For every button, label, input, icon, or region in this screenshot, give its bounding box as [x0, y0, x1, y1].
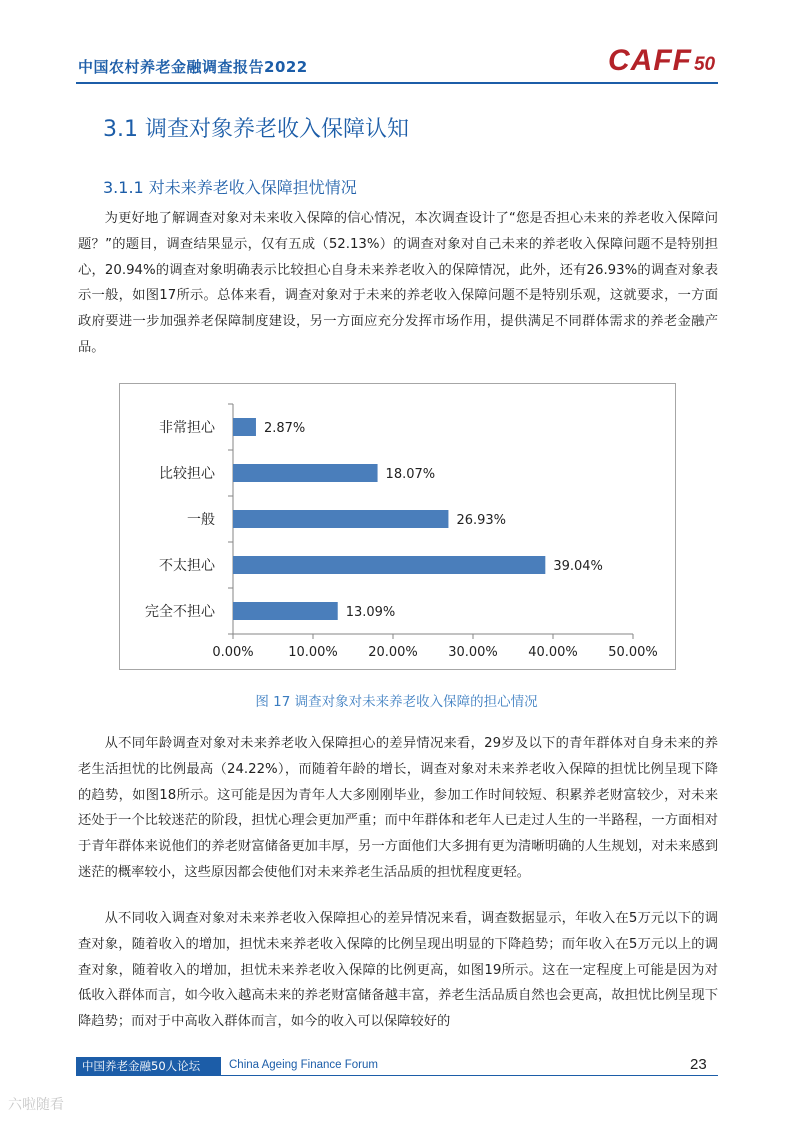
data-label: 2.87%	[263, 421, 306, 436]
caff50-logo	[608, 44, 715, 80]
footer-forum-band	[76, 1057, 221, 1076]
watermark: 六啦随看	[8, 1097, 64, 1113]
x-tick-label: 10.00%	[288, 645, 338, 660]
header-divider	[76, 82, 718, 84]
category-label: 非常担心	[159, 420, 215, 436]
data-label: 13.09%	[345, 605, 396, 620]
x-tick-label: 0.00%	[212, 645, 254, 660]
section-heading: 3.1 调查对象养老收入保障认知	[103, 117, 409, 142]
category-label: 一般	[187, 512, 215, 528]
data-label: 18.07%	[385, 467, 436, 482]
x-tick-label: 20.00%	[368, 645, 418, 660]
page-number: 23	[690, 1056, 707, 1073]
bar	[233, 464, 378, 482]
category-label: 完全不担心	[145, 604, 215, 620]
logo-text: CAFF	[608, 44, 692, 77]
chart-svg	[120, 384, 675, 669]
footer-divider	[221, 1075, 718, 1076]
x-tick-label: 30.00%	[448, 645, 498, 660]
category-label: 比较担心	[159, 466, 215, 482]
x-tick-label: 50.00%	[608, 645, 658, 660]
paragraph-1: 为更好地了解调查对象对未来收入保障的信心情况，本次调查设计了“您是否担心未来的养老收入保障问题？”的题目，调查结果显示，仅有五成（52.13%）的调查对象对自己未来的养老收入保障问题不是特别担心，20.94%的调查对象明确表示比较担心自身未来养老收入的保障情况，此外，还有26.93%的调查对象表示一般，如图17所示。总体来看，调查对象对于未来的养老收入保障问题不是特别乐观，这就要求，一方面政府要进一步加强养老保障制度建设，另一方面应充分发挥市场作用，提供满足不同群体需求的养老金融产品。	[78, 211, 718, 355]
bar	[233, 418, 256, 436]
data-label: 39.04%	[553, 559, 603, 574]
figure-caption: 图 17 调查对象对未来养老收入保障的担心情况	[255, 694, 538, 710]
subsection-heading: 3.1.1 对未来养老收入保障担忧情况	[103, 178, 357, 197]
category-label: 不太担心	[159, 558, 215, 574]
logo-number: 50	[693, 54, 716, 75]
bar	[233, 510, 448, 528]
x-tick-label: 40.00%	[528, 645, 578, 660]
paragraph-2: 从不同年龄调查对象对未来养老收入保障担心的差异情况来看，29岁及以下的青年群体对自身未来的养老生活担忧的比例最高（24.22%），而随着年龄的增长，调查对象对未来养老收入保障的担忧比例呈现下降的趋势，如图18所示。这可能是因为青年人大多刚刚毕业，参加工作时间较短、积累养老财富较少，对未来还处于一个比较迷茫的阶段，担忧心理会更加严重；而中年群体和老年人已走过人生的一半路程，一方面相对于青年群体来说他们的养老财富储备更加丰厚，另一方面他们大多拥有更为清晰明确的人生规划，对未来感到迷茫的概率较小，这些原因都会使他们对未来养老生活品质的担忧程度更轻。	[78, 736, 718, 880]
bar-chart	[119, 383, 676, 670]
bar	[233, 602, 338, 620]
footer-forum-en: China Ageing Finance Forum	[229, 1059, 378, 1071]
paragraph-3: 从不同收入调查对象对未来养老收入保障担心的差异情况来看，调查数据显示，年收入在5万元以下的调查对象，随着收入的增加，担忧未来养老收入保障的比例呈现出明显的下降趋势；而年收入在5万元以上的调查对象，随着收入的增加，担忧未来养老收入保障的比例更高，如图19所示。这在一定程度上可能是因为对低收入群体而言，如今收入越高未来的养老财富储备越丰富，养老生活品质自然也会更高，故担忧比例呈现下降趋势；而对于中高收入群体而言，如今的收入可以保障较好的	[78, 911, 718, 1030]
report-title: 中国农村养老金融调查报告2022	[78, 58, 308, 76]
data-label: 26.93%	[456, 513, 507, 528]
footer-forum-cn: 中国养老金融50人论坛	[82, 1059, 201, 1073]
bar	[233, 556, 545, 574]
